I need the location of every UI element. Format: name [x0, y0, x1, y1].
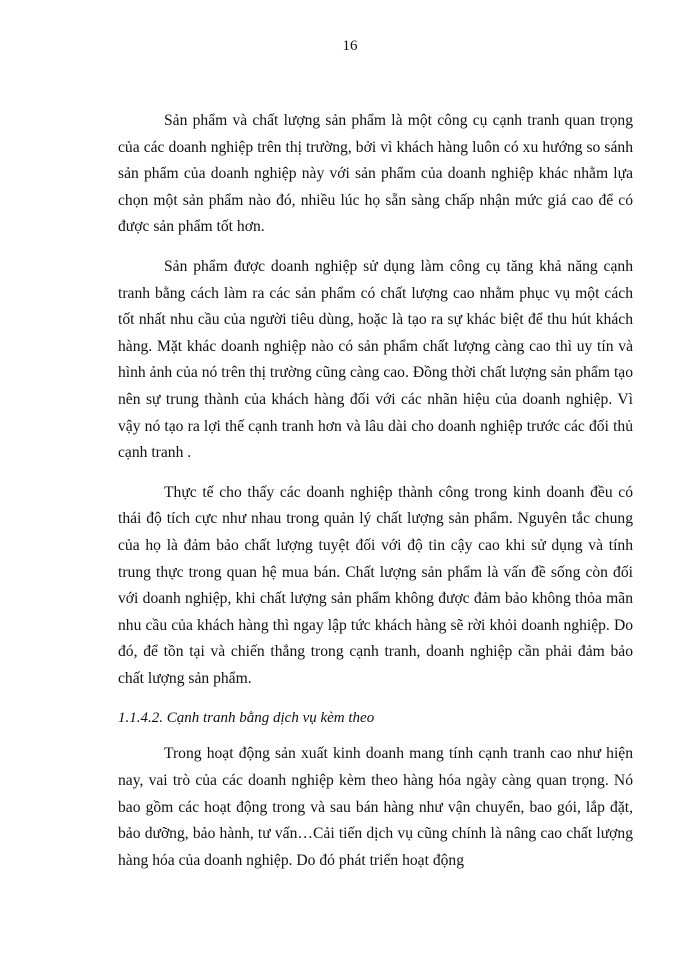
paragraph-product-competition: Sản phẩm được doanh nghiệp sử dụng làm công cụ tăng khả năng cạnh tranh bằng cách làm ra các sản phẩm có chất lượng cao nhằm phục vụ một cách tốt nhất nhu cầu của người tiêu dùng, hoặc là tạo ra sự khác biệt để thu hút khách hàng. Mặt khác doanh nghiệp nào có sản phẩm chất lượng càng cao thì uy tín và hình ảnh của nó trên thị trường cũng càng cao. Đồng thời chất lượng sản phẩm tạo nên sự trung thành của khách hàng đối với các nhãn hiệu của doanh nghiệp. Vì vậy nó tạo ra lợi thế cạnh tranh hơn và lâu dài cho doanh nghiệp trước các đối thủ cạnh tranh .	[118, 257, 633, 462]
paragraph-quality-management: Thực tế cho thấy các doanh nghiệp thành công trong kinh doanh đều có thái độ tích cực như nhau trong quản lý chất lượng sản phẩm. Nguyên tắc chung của họ là đảm bảo chất lượng tuyệt đối với độ tin cậy cao khi sử dụng và tính trung thực trong quan hệ mua bán. Chất lượng sản phẩm là vấn đề sống còn đối với doanh nghiệp, khi chất lượng sản phẩm không được đảm bảo không thỏa mãn nhu cầu của khách hàng thì ngay lập tức khách hàng sẽ rời khỏi doanh nghiệp. Do đó, để tồn tại và chiến thắng trong cạnh tranh, doanh nghiệp cần phải đảm bảo chất lượng sản phẩm.	[118, 483, 633, 687]
section-heading: 1.1.4.2. Cạnh tranh bằng dịch vụ kèm theo	[118, 710, 375, 727]
paragraph-service-competition: Trong hoạt động sản xuất kinh doanh mang tính cạnh tranh cao như hiện nay, vai trò của các doanh nghiệp kèm theo hàng hóa ngày càng quan trọng. Nó bao gồm các hoạt động trong và sau bán hàng như vận chuyển, bao gói, lắp đặt, bảo dưỡng, bảo hành, tư vấn…Cải tiến dịch vụ cũng chính là nâng cao chất lượng hàng hóa của doanh nghiệp. Do đó phát triển hoạt động	[118, 745, 633, 869]
paragraph-product-quality: Sản phẩm và chất lượng sản phẩm là một công cụ cạnh tranh quan trọng của các doanh nghiệp trên thị trường, bởi vì khách hàng luôn có xu hướng so sánh sản phẩm của doanh nghiệp này với sản phẩm của doanh nghiệp khác nhằm lựa chọn một sản phẩm nào đó, nhiều lúc họ sẵn sàng chấp nhận mức giá cao để có được sản phẩm tốt hơn.	[118, 112, 633, 236]
page-number: 16	[342, 38, 358, 54]
document-body	[118, 108, 633, 887]
